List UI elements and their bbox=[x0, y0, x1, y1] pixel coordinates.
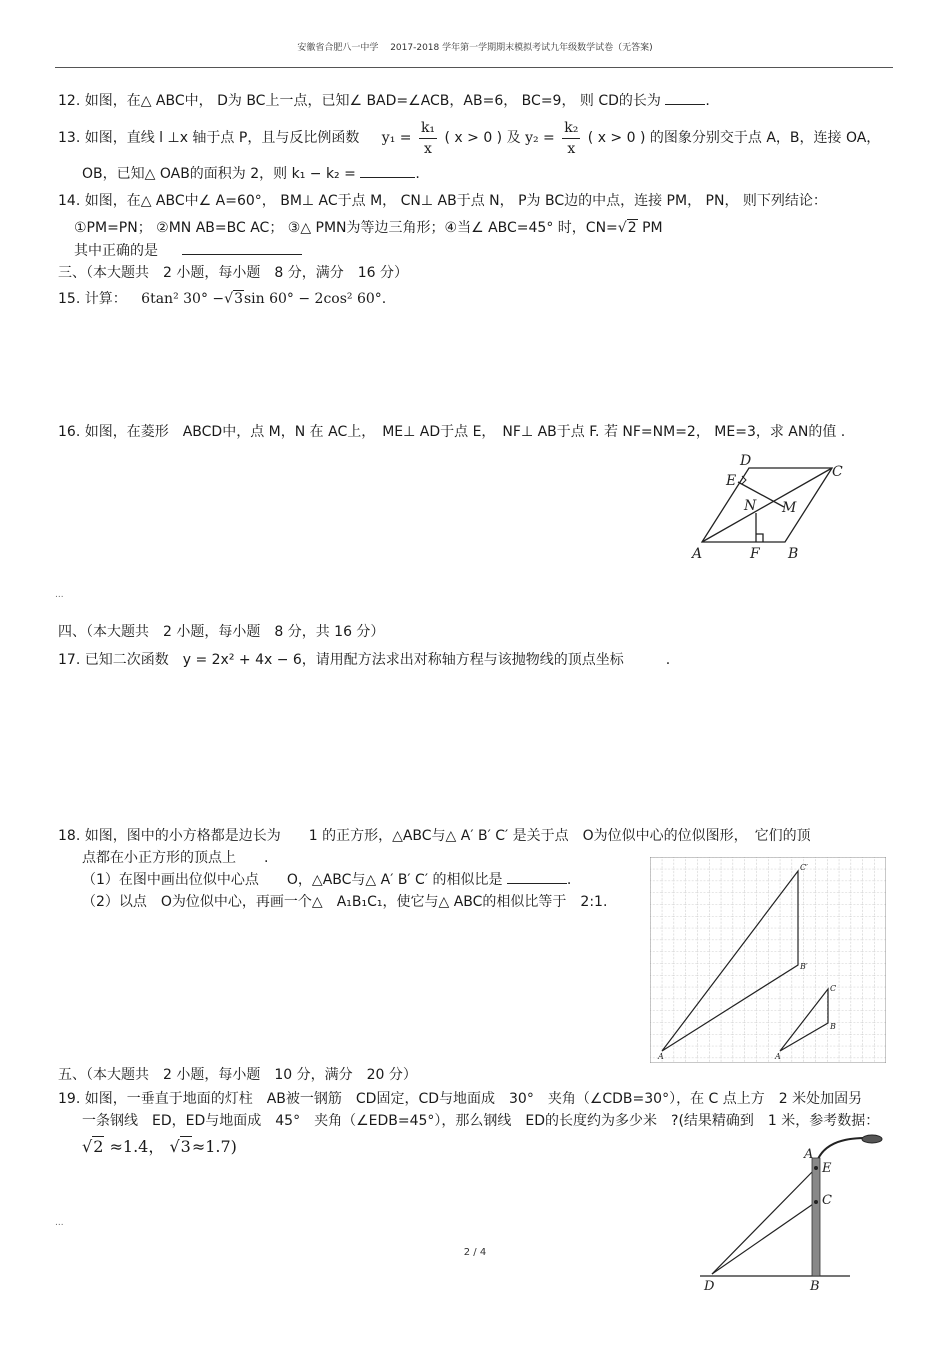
grid-label-c-prime: C′ bbox=[800, 863, 808, 872]
question-16: 16. 如图，在菱形 ABCD中，点 M，N 在 AC上， ME⊥ AD于点 E， NF⊥ AB于点 F. 若 NF=NM=2， ME=3，求 AN的值 . bbox=[58, 424, 846, 440]
y1-label: y₁ = bbox=[381, 130, 412, 146]
y2-label: y₂ = bbox=[525, 130, 555, 146]
question-14: 14. 如图，在△ ABC中∠ A=60°， BM⊥ AC于点 M， CN⊥ AB于点 N， P为 BC边的中点，连接 PM， PN， 则下列结论： bbox=[58, 193, 827, 209]
question-18-line2: 点都在小正方形的顶点上 . bbox=[82, 850, 269, 866]
question-18-part1 bbox=[82, 869, 571, 889]
diagonal-ac bbox=[702, 468, 832, 542]
label-d: D bbox=[740, 453, 752, 469]
question-14-options-end: PM bbox=[642, 220, 663, 236]
question-12-text: 12. 如图，在△ ABC中， D为 BC上一点，已知∠ BAD=∠ACB，AB=6， BC=9， 则 CD的长为 bbox=[58, 93, 661, 109]
label-b: B bbox=[788, 546, 799, 562]
label-n: N bbox=[744, 498, 757, 514]
sqrt-symbol: √3 bbox=[224, 291, 243, 307]
lamp-head bbox=[862, 1135, 882, 1143]
radicand: 2 bbox=[627, 220, 637, 236]
fraction-denominator: x bbox=[567, 140, 576, 157]
section-5-heading: 五、（本大题共 2 小题，每小题 10 分，满分 20 分） bbox=[58, 1067, 417, 1083]
question-18-part1-text: （1）在图中画出位似中心点 O，△ABC与△ A′ B′ C′ 的相似比是 bbox=[82, 872, 503, 888]
right-angle-mark-f bbox=[756, 534, 763, 542]
fraction-k2-x bbox=[562, 118, 580, 159]
question-13 bbox=[58, 116, 880, 160]
question-13-text: 13. 如图，直线 l ⊥x 轴于点 P，且与反比例函数 bbox=[58, 130, 360, 146]
grid-label-c: C bbox=[830, 984, 837, 993]
label-m: M bbox=[782, 500, 797, 516]
page-number: 2 / 4 bbox=[463, 1247, 487, 1258]
header-rule bbox=[55, 67, 893, 68]
grid-label-b-prime: B′ bbox=[800, 962, 808, 971]
question-14-answer bbox=[74, 240, 302, 260]
radicand: 2 bbox=[93, 1137, 104, 1156]
grid-figure bbox=[650, 857, 886, 1063]
question-19-line2: 一条钢线 ED，ED与地面成 45° 夹角（∠EDB=45°），那么钢线 ED的长度约为多少米 ?(结果精确到 1 米，参考数据： bbox=[82, 1113, 880, 1129]
radicand: 3 bbox=[234, 291, 243, 307]
fraction-numerator: k₁ bbox=[419, 118, 437, 139]
question-15 bbox=[58, 288, 386, 308]
answer-blank bbox=[507, 883, 567, 884]
question-15-label: 15. 计算： bbox=[58, 291, 127, 307]
page-header: 安徽省合肥八一中学 2017-2018 学年第一学期期末模拟考试九年级数学试卷（无答案) bbox=[297, 43, 653, 53]
condition-1: ( x > 0 ) 及 bbox=[444, 130, 521, 146]
question-13-end: . bbox=[415, 166, 420, 182]
right-angle-mark-e bbox=[742, 476, 746, 484]
reference-value-1: ≈1.4， bbox=[109, 1137, 165, 1156]
sqrt-symbol: √2 bbox=[617, 220, 637, 236]
answer-blank bbox=[360, 177, 415, 178]
label-e: E bbox=[726, 473, 737, 489]
label-a: A bbox=[692, 546, 703, 562]
grid-background bbox=[650, 857, 886, 1063]
rhombus-figure bbox=[690, 450, 850, 565]
label-f: F bbox=[750, 546, 760, 562]
pole-label-a: A bbox=[804, 1147, 814, 1162]
answer-blank bbox=[665, 104, 705, 105]
question-18: 18. 如图，图中的小方格都是边长为 1 的正方形，△ABC与△ A′ B′ C′ 是关于点 O为位似中心的位似图形， 它们的顶 bbox=[58, 828, 811, 844]
expression-part-1: 6tan² 30° − bbox=[141, 291, 225, 307]
radicand: 3 bbox=[180, 1137, 191, 1156]
reference-value-2: ≈1.7) bbox=[191, 1137, 237, 1156]
pole-label-e: E bbox=[822, 1161, 832, 1176]
expression-part-2: sin 60° − 2cos² 60°. bbox=[243, 291, 387, 307]
sqrt-symbol: √2 bbox=[82, 1137, 104, 1156]
wire-cd bbox=[712, 1202, 816, 1274]
lamp-pole bbox=[812, 1158, 820, 1276]
question-14-answer-label: 其中正确的是 bbox=[74, 243, 158, 259]
question-18-part1-end: . bbox=[566, 872, 572, 888]
section-3-heading: 三、（本大题共 2 小题，每小题 8 分，满分 16 分） bbox=[58, 265, 408, 281]
label-c: C bbox=[832, 464, 843, 480]
question-13-text2: OB，已知△ OAB的面积为 2，则 k₁ − k₂ = bbox=[82, 166, 356, 182]
grid-label-b: B bbox=[830, 1022, 836, 1031]
wire-ed bbox=[712, 1168, 816, 1274]
question-19: 19. 如图，一垂直于地面的灯柱 AB被一钢筋 CD固定，CD与地面成 30° 夹角（∠CDB=30°），在 C 点上方 2 米处加固另 bbox=[58, 1091, 863, 1107]
grid-label-a-prime: A bbox=[658, 1052, 664, 1061]
question-14-options-text: ①PM=PN； ②MN AB=BC AC； ③△ PMN为等边三角形；④当∠ ABC=45° 时，CN= bbox=[74, 220, 618, 236]
grid-label-a: A bbox=[775, 1052, 781, 1061]
section-4-heading: 四、（本大题共 2 小题，每小题 8 分，共 16 分） bbox=[58, 624, 385, 640]
question-13-line2 bbox=[82, 163, 420, 183]
question-12 bbox=[58, 90, 710, 110]
page-mark: ... bbox=[55, 1218, 64, 1228]
pole-label-c: C bbox=[822, 1193, 832, 1208]
page-mark: ... bbox=[55, 590, 64, 600]
pole-label-b: B bbox=[810, 1279, 820, 1292]
question-19-reference bbox=[82, 1134, 237, 1157]
lamp-pole-figure bbox=[700, 1128, 890, 1292]
question-12-end: . bbox=[705, 93, 710, 109]
fraction-k1-x bbox=[419, 118, 437, 159]
answer-blank bbox=[182, 254, 302, 255]
pole-label-d: D bbox=[704, 1279, 715, 1292]
question-14-options bbox=[74, 217, 663, 237]
fraction-numerator: k₂ bbox=[562, 118, 580, 139]
condition-2: ( x > 0 ) 的图象分别交于点 A，B，连接 OA， bbox=[587, 130, 881, 146]
point-c bbox=[814, 1200, 818, 1204]
point-e bbox=[814, 1166, 818, 1170]
question-18-part2: （2）以点 O为位似中心，再画一个△ A₁B₁C₁，使它与△ ABC的相似比等于 2:1. bbox=[82, 894, 608, 910]
sqrt-symbol: √3 bbox=[169, 1137, 191, 1156]
fraction-denominator: x bbox=[424, 140, 432, 157]
question-17: 17. 已知二次函数 y = 2x² + 4x − 6，请用配方法求出对称轴方程与该抛物线的顶点坐标 . bbox=[58, 652, 671, 668]
